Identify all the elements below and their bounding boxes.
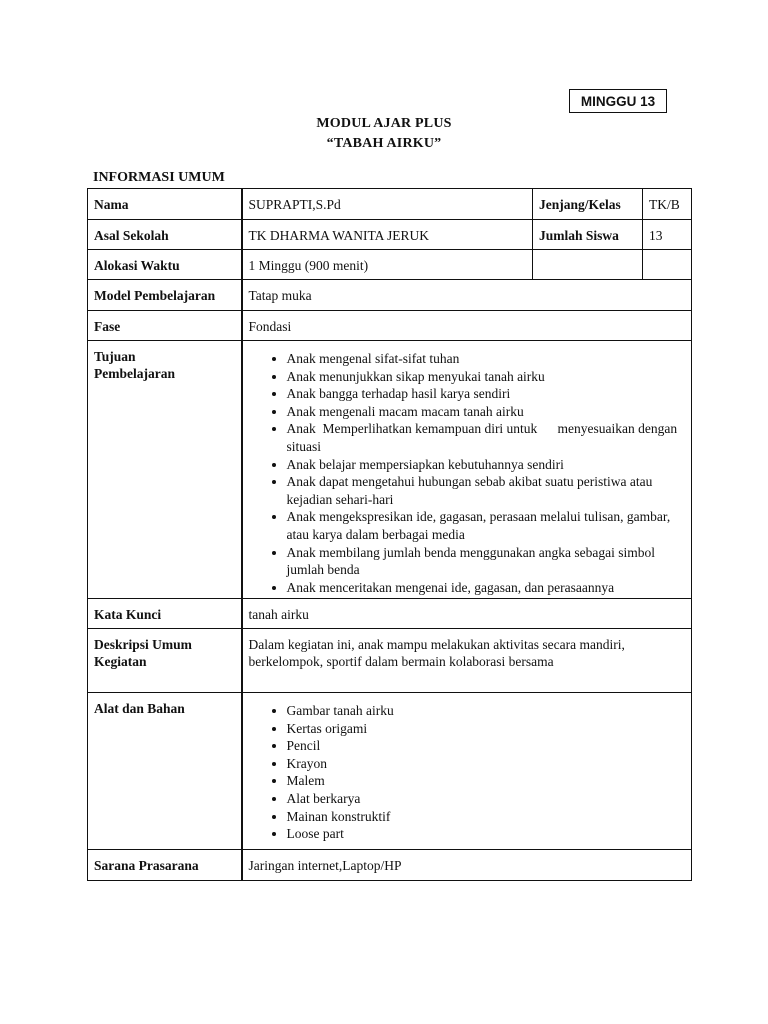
list-item: • Anak membilang jumlah benda menggunakan angka sebagai simbol jumlah benda (287, 544, 686, 579)
row-tujuan (88, 341, 692, 599)
empty-cell (533, 250, 643, 280)
sarana-value: Jaringan internet,Laptop/HP (242, 850, 692, 881)
fase-label: Fase (88, 311, 242, 341)
alokasi-waktu-value: 1 Minggu (900 menit) (242, 250, 533, 280)
alat-bahan-label: Alat dan Bahan (88, 693, 242, 850)
row-sarana-prasarana (88, 850, 692, 881)
deskripsi-label-line1: Deskripsi Umum (94, 637, 192, 652)
asal-sekolah-value: TK DHARMA WANITA JERUK (242, 220, 533, 250)
info-table (87, 188, 692, 881)
list-item: • Anak belajar mempersiapkan kebutuhannya sendiri (287, 456, 686, 474)
deskripsi-label (88, 629, 242, 693)
nama-value: SUPRAPTI,S.Pd (242, 189, 533, 220)
row-alat-bahan (88, 693, 692, 850)
deskripsi-value: Dalam kegiatan ini, anak mampu melakukan aktivitas secara mandiri, berkelompok, sportif dalam bermain kolaborasi bersama (242, 629, 692, 693)
kata-kunci-label: Kata Kunci (88, 599, 242, 629)
row-asal-sekolah (88, 220, 692, 250)
module-title: MODUL AJAR PLUS (316, 116, 452, 131)
tujuan-list (249, 350, 686, 596)
alat-bahan-value (242, 693, 692, 850)
list-item: • Gambar tanah airku (287, 702, 686, 720)
asal-sekolah-label: Asal Sekolah (88, 220, 242, 250)
row-fase (88, 311, 692, 341)
list-item: • Anak menunjukkan sikap menyukai tanah airku (287, 368, 686, 386)
sarana-label: Sarana Prasarana (88, 850, 242, 881)
model-pembelajaran-value: Tatap muka (242, 280, 692, 311)
jumlah-siswa-value: 13 (643, 220, 692, 250)
tujuan-label-line1: Tujuan (94, 349, 136, 364)
row-deskripsi (88, 629, 692, 693)
jumlah-siswa-label: Jumlah Siswa (533, 220, 643, 250)
list-item: • Anak mengenal sifat-sifat tuhan (287, 350, 686, 368)
row-model-pembelajaran (88, 280, 692, 311)
list-item: • Loose part (287, 825, 686, 843)
list-item: • Anak mengekspresikan ide, gagasan, perasaan melalui tulisan, gambar, atau karya dalam berbagai media (287, 508, 686, 543)
fase-value: Fondasi (242, 311, 692, 341)
model-pembelajaran-label: Model Pembelajaran (88, 280, 242, 311)
empty-cell (643, 250, 692, 280)
alokasi-waktu-label: Alokasi Waktu (88, 250, 242, 280)
week-badge: MINGGU 13 (569, 89, 667, 113)
section-heading: INFORMASI UMUM (93, 170, 225, 185)
list-item: • Anak Memperlihatkan kemampuan diri untuk menyesuaikan dengan situasi (287, 420, 686, 455)
module-subtitle: “TABAH AIRKU” (326, 136, 442, 151)
list-item: • Krayon (287, 755, 686, 773)
list-item: • Pencil (287, 737, 686, 755)
kata-kunci-value: tanah airku (242, 599, 692, 629)
list-item: • Malem (287, 772, 686, 790)
tujuan-label (88, 341, 242, 599)
list-item: • Anak menceritakan mengenai ide, gagasan, dan perasaannya (287, 579, 686, 597)
tujuan-value (242, 341, 692, 599)
alat-bahan-list (249, 702, 686, 843)
row-nama (88, 189, 692, 220)
nama-label: Nama (88, 189, 242, 220)
row-kata-kunci (88, 599, 692, 629)
jenjang-value: TK/B (643, 189, 692, 220)
list-item: • Mainan konstruktif (287, 808, 686, 826)
list-item: • Anak mengenali macam macam tanah airku (287, 403, 686, 421)
tujuan-label-line2: Pembelajaran (94, 366, 175, 381)
list-item: • Anak dapat mengetahui hubungan sebab akibat suatu peristiwa atau kejadian sehari-hari (287, 473, 686, 508)
deskripsi-label-line2: Kegiatan (94, 654, 147, 669)
list-item: • Anak bangga terhadap hasil karya sendiri (287, 385, 686, 403)
list-item: • Kertas origami (287, 720, 686, 738)
list-item: • Alat berkarya (287, 790, 686, 808)
jenjang-label: Jenjang/Kelas (533, 189, 643, 220)
row-alokasi-waktu (88, 250, 692, 280)
